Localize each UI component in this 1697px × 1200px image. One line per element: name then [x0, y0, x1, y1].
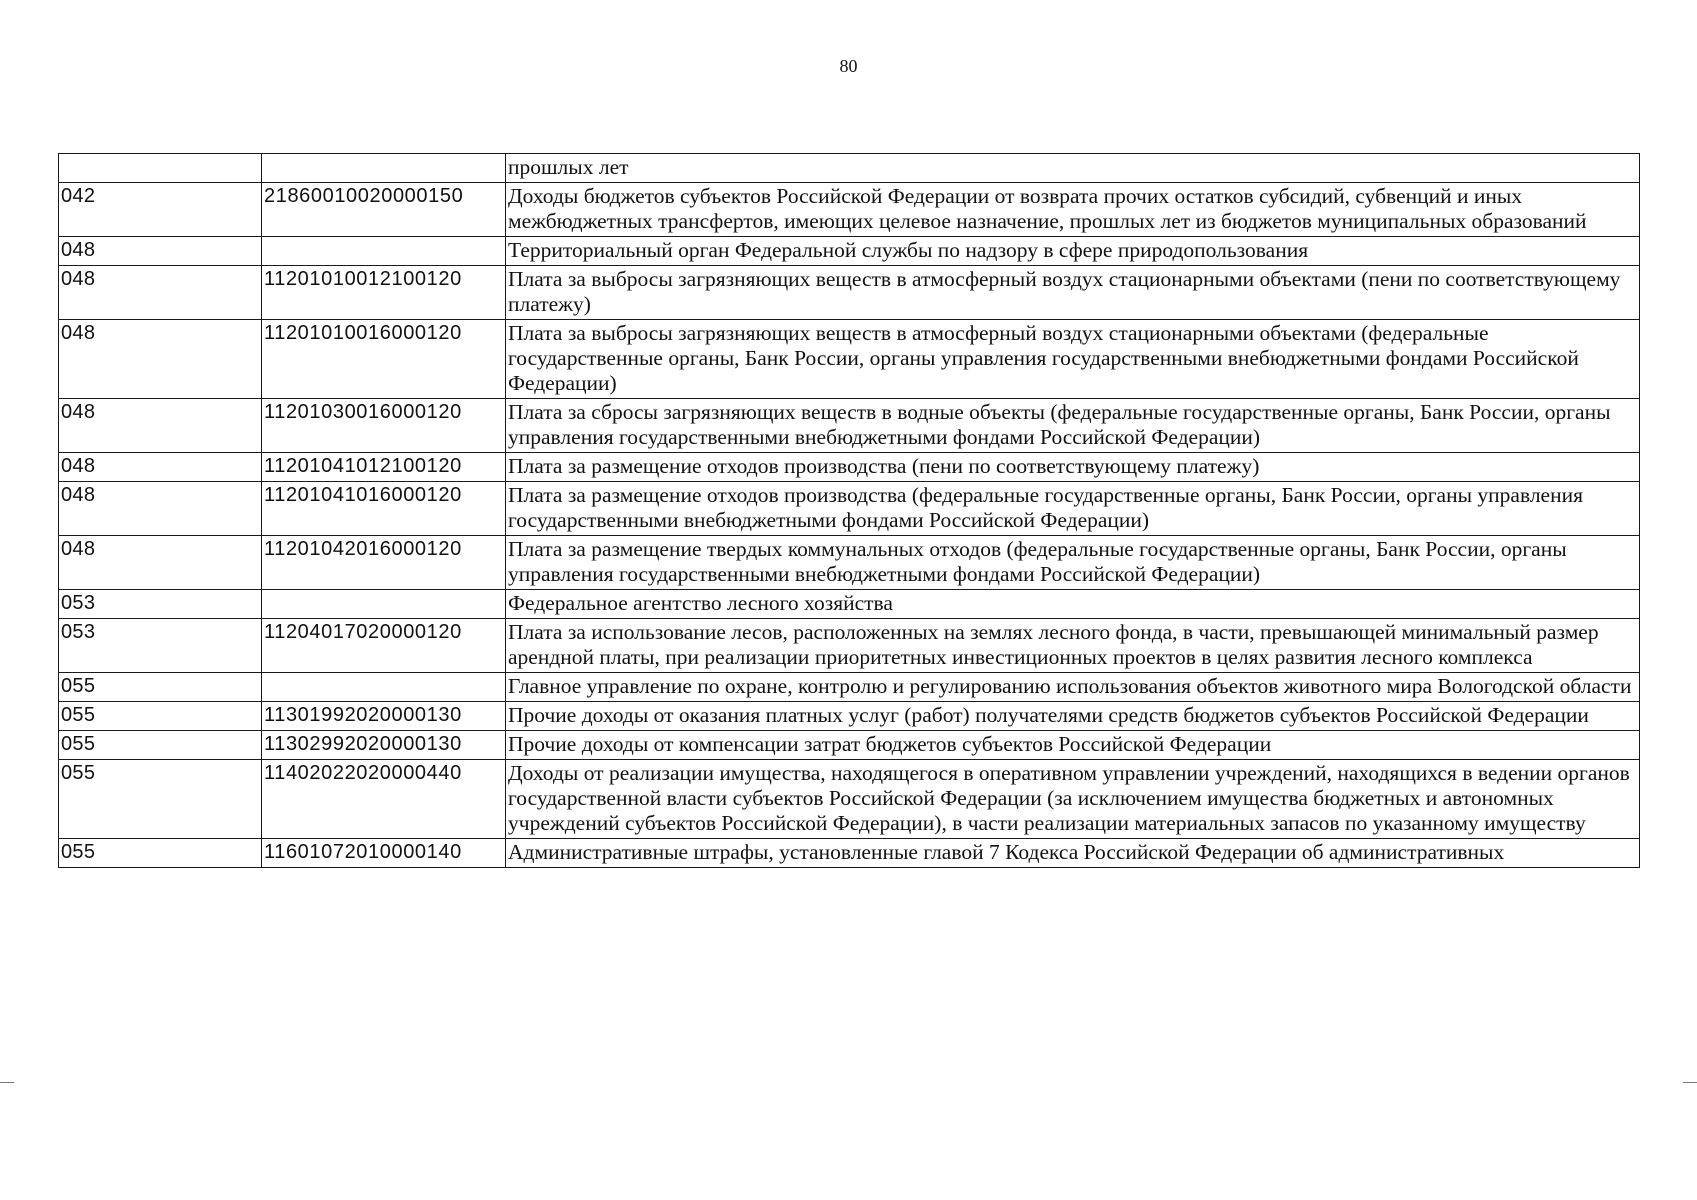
admin-code-cell: 055	[59, 839, 262, 868]
admin-code-cell: 055	[59, 702, 262, 731]
budget-code-cell	[262, 673, 506, 702]
budget-code-cell: 21860010020000150	[262, 183, 506, 237]
table-row	[59, 702, 1640, 731]
description-cell: Административные штрафы, установленные главой 7 Кодекса Российской Федерации об административных	[506, 839, 1640, 868]
description-cell: Главное управление по охране, контролю и регулированию использования объектов животного мира Вологодской области	[506, 673, 1640, 702]
budget-code-cell: 11301992020000130	[262, 702, 506, 731]
admin-code-cell	[59, 154, 262, 183]
table-row	[59, 320, 1640, 399]
description-cell: прошлых лет	[506, 154, 1640, 183]
table-row	[59, 453, 1640, 482]
description-cell: Доходы от реализации имущества, находящегося в оперативном управлении учреждений, находящихся в ведении органов государственной власти субъектов Российской Федерации (за исключением имущества бюджетных и автономных учреждений субъектов Российской Федерации), в части реализации материальных запасов по указанному имуществу	[506, 760, 1640, 839]
table-row	[59, 536, 1640, 590]
table-row	[59, 183, 1640, 237]
description-cell: Плата за размещение отходов производства (федеральные государственные органы, Банк России, органы управления государственными внебюджетными фондами Российской Федерации)	[506, 482, 1640, 536]
table-row	[59, 673, 1640, 702]
budget-code-cell: 11201010016000120	[262, 320, 506, 399]
table-row	[59, 399, 1640, 453]
table-row	[59, 731, 1640, 760]
admin-code-cell: 048	[59, 453, 262, 482]
admin-code-cell: 048	[59, 399, 262, 453]
budget-code-cell: 11204017020000120	[262, 619, 506, 673]
table-row	[59, 760, 1640, 839]
description-cell: Плата за выбросы загрязняющих веществ в атмосферный воздух стационарными объектами (федеральные государственные органы, Банк России, органы управления государственными внебюджетными фондами Российской Федерации)	[506, 320, 1640, 399]
budget-code-cell: 11302992020000130	[262, 731, 506, 760]
table-row	[59, 154, 1640, 183]
budget-code-cell: 11201010012100120	[262, 266, 506, 320]
admin-code-cell: 053	[59, 590, 262, 619]
description-cell: Плата за выбросы загрязняющих веществ в атмосферный воздух стационарными объектами (пени по соответствующему платежу)	[506, 266, 1640, 320]
revenue-codes-table	[58, 153, 1640, 868]
description-cell: Доходы бюджетов субъектов Российской Федерации от возврата прочих остатков субсидий, субвенций и иных межбюджетных трансфертов, имеющих целевое назначение, прошлых лет из бюджетов муниципальных образований	[506, 183, 1640, 237]
table-row	[59, 482, 1640, 536]
budget-code-cell: 11201042016000120	[262, 536, 506, 590]
admin-code-cell: 055	[59, 731, 262, 760]
page-number: 80	[839, 56, 858, 76]
admin-code-cell: 042	[59, 183, 262, 237]
admin-code-cell: 055	[59, 673, 262, 702]
description-cell: Плата за размещение отходов производства (пени по соответствующему платежу)	[506, 453, 1640, 482]
budget-code-cell: 11201030016000120	[262, 399, 506, 453]
table-row	[59, 619, 1640, 673]
description-cell: Федеральное агентство лесного хозяйства	[506, 590, 1640, 619]
budget-code-cell	[262, 237, 506, 266]
description-cell: Плата за размещение твердых коммунальных отходов (федеральные государственные органы, Банк России, органы управления государственными внебюджетными фондами Российской Федерации)	[506, 536, 1640, 590]
description-cell: Территориальный орган Федеральной службы по надзору в сфере природопользования	[506, 237, 1640, 266]
admin-code-cell: 048	[59, 320, 262, 399]
admin-code-cell: 048	[59, 482, 262, 536]
description-cell: Прочие доходы от оказания платных услуг (работ) получателями средств бюджетов субъектов Российской Федерации	[506, 702, 1640, 731]
right-margin-mark	[1683, 1082, 1697, 1083]
budget-code-cell: 11601072010000140	[262, 839, 506, 868]
admin-code-cell: 048	[59, 237, 262, 266]
table-row	[59, 839, 1640, 868]
description-cell: Плата за использование лесов, расположенных на землях лесного фонда, в части, превышающей минимальный размер арендной платы, при реализации приоритетных инвестиционных проектов в целях развития лесного комплекса	[506, 619, 1640, 673]
budget-code-cell	[262, 590, 506, 619]
budget-code-cell: 11201041016000120	[262, 482, 506, 536]
table-row	[59, 266, 1640, 320]
admin-code-cell: 055	[59, 760, 262, 839]
admin-code-cell: 048	[59, 266, 262, 320]
budget-code-cell	[262, 154, 506, 183]
description-cell: Плата за сбросы загрязняющих веществ в водные объекты (федеральные государственные органы, Банк России, органы управления государственными внебюджетными фондами Российской Федерации)	[506, 399, 1640, 453]
admin-code-cell: 053	[59, 619, 262, 673]
budget-code-cell: 11201041012100120	[262, 453, 506, 482]
table-row	[59, 237, 1640, 266]
table-row	[59, 590, 1640, 619]
table-body	[59, 154, 1640, 868]
admin-code-cell: 048	[59, 536, 262, 590]
description-cell: Прочие доходы от компенсации затрат бюджетов субъектов Российской Федерации	[506, 731, 1640, 760]
budget-code-cell: 11402022020000440	[262, 760, 506, 839]
left-margin-mark	[0, 1082, 14, 1083]
